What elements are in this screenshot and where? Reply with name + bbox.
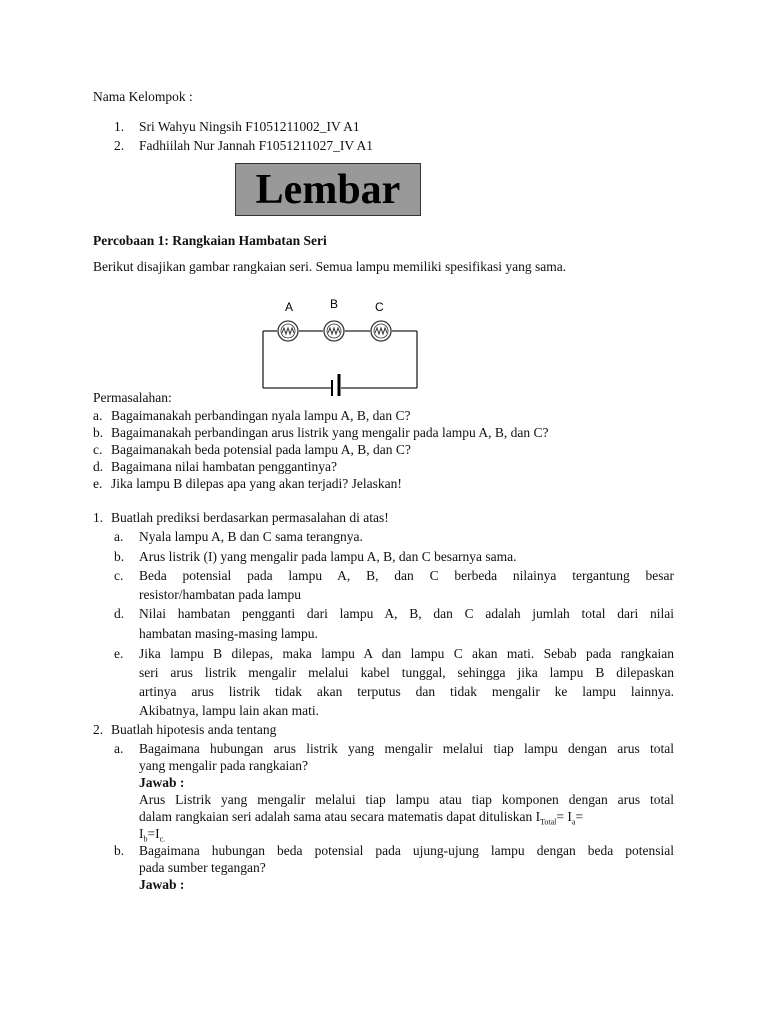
prediction-line: Jika lampu B dilepas, maka lampu A dan lampu C akan mati. Sebab pada rangkaian bbox=[139, 646, 674, 661]
problem-text: Jika lampu B dilepas apa yang akan terjadi? Jelaskan! bbox=[111, 476, 402, 491]
problem-text: Bagaimanakah beda potensial pada lampu A, B, dan C? bbox=[111, 442, 411, 457]
prediction-line: seri arus listrik mengalir melalui kabel tunggal, sehingga jika lampu B dilepaskan bbox=[139, 665, 674, 680]
task-text: Buatlah hipotesis anda tentang bbox=[111, 722, 277, 737]
task-number: 1. bbox=[93, 510, 104, 525]
member-number: 2. bbox=[114, 138, 125, 153]
prediction-letter: d. bbox=[114, 606, 125, 621]
member-number: 1. bbox=[114, 119, 125, 134]
answer-label: Jawab : bbox=[139, 775, 185, 790]
subscript-b: b bbox=[143, 834, 148, 844]
hypothesis-question: Bagaimana hubungan beda potensial pada ujung-ujung lampu dengan beda potensial bbox=[139, 843, 674, 858]
lamp-label-c: C bbox=[375, 300, 384, 314]
prediction-line: Beda potensial pada lampu A, B, dan C berbeda nilainya tergantung besar bbox=[139, 568, 674, 583]
problem-text: Bagaimana nilai hambatan penggantinya? bbox=[111, 459, 338, 474]
subscript-c: c. bbox=[159, 834, 166, 844]
experiment-title: Percobaan 1: Rangkaian Hambatan Seri bbox=[93, 233, 327, 248]
problem-text: Bagaimanakah perbandingan arus listrik yang mengalir pada lampu A, B, dan C? bbox=[111, 425, 549, 440]
problem-letter: c. bbox=[93, 442, 103, 457]
prediction-line: Nyala lampu A, B dan C sama terangnya. bbox=[139, 529, 363, 544]
task-text: Buatlah prediksi berdasarkan permasalahan di atas! bbox=[111, 510, 389, 525]
member-name: Sri Wahyu Ningsih F1051211002_IV A1 bbox=[139, 119, 360, 134]
prediction-letter: a. bbox=[114, 529, 124, 544]
prediction-letter: e. bbox=[114, 646, 124, 661]
formula-eq: = I bbox=[556, 809, 572, 824]
answer-formula-line bbox=[139, 826, 165, 844]
answer-formula-line bbox=[139, 809, 674, 827]
prediction-line: Nilai hambatan pengganti dari lampu A, B, dan C adalah jumlah total dari nilai bbox=[139, 606, 674, 621]
problem-letter: b. bbox=[93, 425, 104, 440]
formula-eq: = bbox=[575, 809, 584, 824]
prediction-letter: b. bbox=[114, 549, 125, 564]
answer-line: Arus Listrik yang mengalir melalui tiap lampu atau tiap komponen dengan arus total bbox=[139, 792, 674, 807]
hypothesis-letter: a. bbox=[114, 741, 124, 756]
formula-eq: =I bbox=[147, 826, 160, 841]
lembar-banner: Lembar bbox=[235, 163, 421, 216]
prediction-line: Akibatnya, lampu lain akan mati. bbox=[139, 703, 319, 718]
answer-line: dalam rangkaian seri adalah sama atau secara matematis dapat dituliskan I bbox=[139, 809, 541, 824]
formula-i: I bbox=[139, 826, 144, 841]
group-label: Nama Kelompok : bbox=[93, 89, 193, 104]
subscript-total: Total bbox=[540, 817, 557, 827]
lamp-label-a: A bbox=[285, 300, 294, 314]
series-circuit-diagram bbox=[255, 292, 425, 396]
lamp-label-b: B bbox=[330, 297, 339, 311]
lamp-a-icon bbox=[278, 321, 298, 341]
prediction-line: resistor/hambatan pada lampu bbox=[139, 587, 301, 602]
answer-label: Jawab : bbox=[139, 877, 185, 892]
prediction-line: hambatan masing-masing lampu. bbox=[139, 626, 318, 641]
problem-text: Bagaimanakah perbandingan nyala lampu A, B, dan C? bbox=[111, 408, 411, 423]
hypothesis-question: pada sumber tegangan? bbox=[139, 860, 266, 875]
problem-letter: e. bbox=[93, 476, 103, 491]
subscript-a: a bbox=[571, 817, 576, 827]
hypothesis-letter: b. bbox=[114, 843, 125, 858]
hypothesis-question: yang mengalir pada rangkaian? bbox=[139, 758, 309, 773]
experiment-intro: Berikut disajikan gambar rangkaian seri. Semua lampu memiliki spesifikasi yang sama. bbox=[93, 259, 567, 274]
prediction-line: Arus listrik (I) yang mengalir pada lampu A, B, dan C besarnya sama. bbox=[139, 549, 517, 564]
lamp-c-icon bbox=[371, 321, 391, 341]
prediction-line: artinya arus listrik tidak akan terputus dan tidak mengalir ke lampu lainnya. bbox=[139, 684, 674, 699]
problem-letter: a. bbox=[93, 408, 103, 423]
hypothesis-question: Bagaimana hubungan arus listrik yang mengalir melalui tiap lampu dengan arus total bbox=[139, 741, 674, 756]
lamp-b-icon bbox=[324, 321, 344, 341]
task-number: 2. bbox=[93, 722, 104, 737]
problems-heading: Permasalahan: bbox=[93, 390, 172, 405]
problem-letter: d. bbox=[93, 459, 104, 474]
prediction-letter: c. bbox=[114, 568, 124, 583]
member-name: Fadhiilah Nur Jannah F1051211027_IV A1 bbox=[139, 138, 373, 153]
